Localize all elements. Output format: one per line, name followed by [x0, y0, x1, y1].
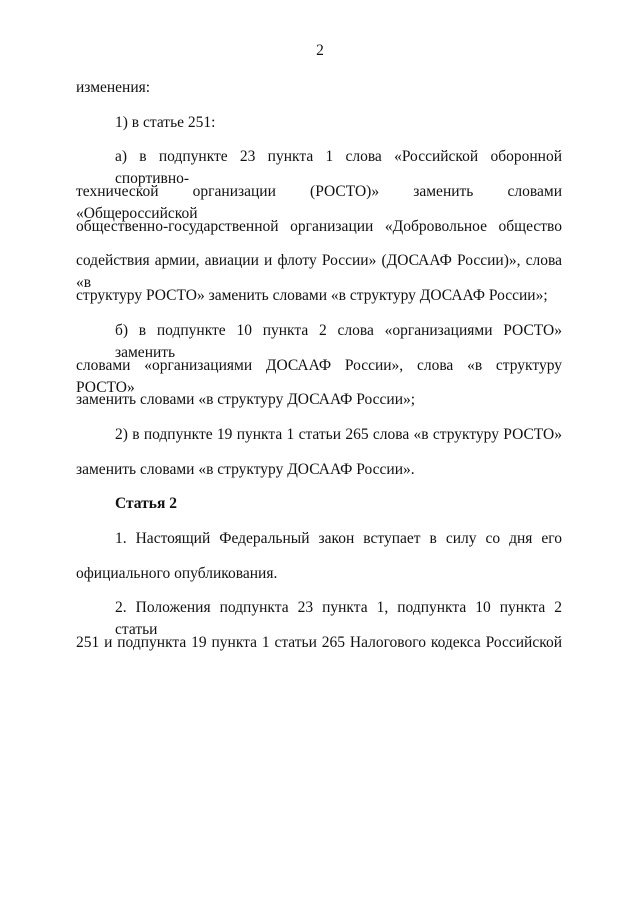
text-line: 1) в статье 251:: [115, 113, 216, 131]
text-line: 1. Настоящий Федеральный закон вступает в силу со дня его: [115, 529, 562, 547]
text-line: 2. Положения подпункта 23 пункта 1, подпункта 10 пункта 2 статьи: [115, 599, 562, 639]
article-heading: Статья 2: [115, 495, 177, 513]
page-number: 2: [316, 42, 324, 59]
text-line: словами «организациями ДОСААФ России», слова «в структуру РОСТО»: [76, 356, 562, 396]
text-line: официального опубликования.: [76, 564, 278, 582]
text-line: а) в подпункте 23 пункта 1 слова «Российской оборонной спортивно-: [115, 148, 562, 188]
text-line: общественно-государственной организации «Добровольное общество: [76, 217, 562, 235]
text-line: структуру РОСТО» заменить словами «в структуру ДОСААФ России»;: [76, 287, 548, 305]
text-line: б) в подпункте 10 пункта 2 слова «организациями РОСТО» заменить: [115, 321, 562, 361]
text-line: технической организации (РОСТО)» заменить словами «Общероссийской: [76, 183, 562, 223]
text-line: заменить словами «в структуру ДОСААФ России»;: [76, 391, 416, 409]
text-line: 2) в подпункте 19 пункта 1 статьи 265 слова «в структуру РОСТО»: [115, 425, 562, 443]
text-line: изменения:: [76, 79, 151, 96]
text-line: 251 и подпункта 19 пункта 1 статьи 265 Налогового кодекса Российской: [76, 634, 562, 651]
text-line: содействия армии, авиации и флоту России» (ДОСААФ России)», слова «в: [76, 252, 562, 292]
text-line: заменить словами «в структуру ДОСААФ России».: [76, 460, 415, 478]
document-body: [76, 77, 562, 667]
